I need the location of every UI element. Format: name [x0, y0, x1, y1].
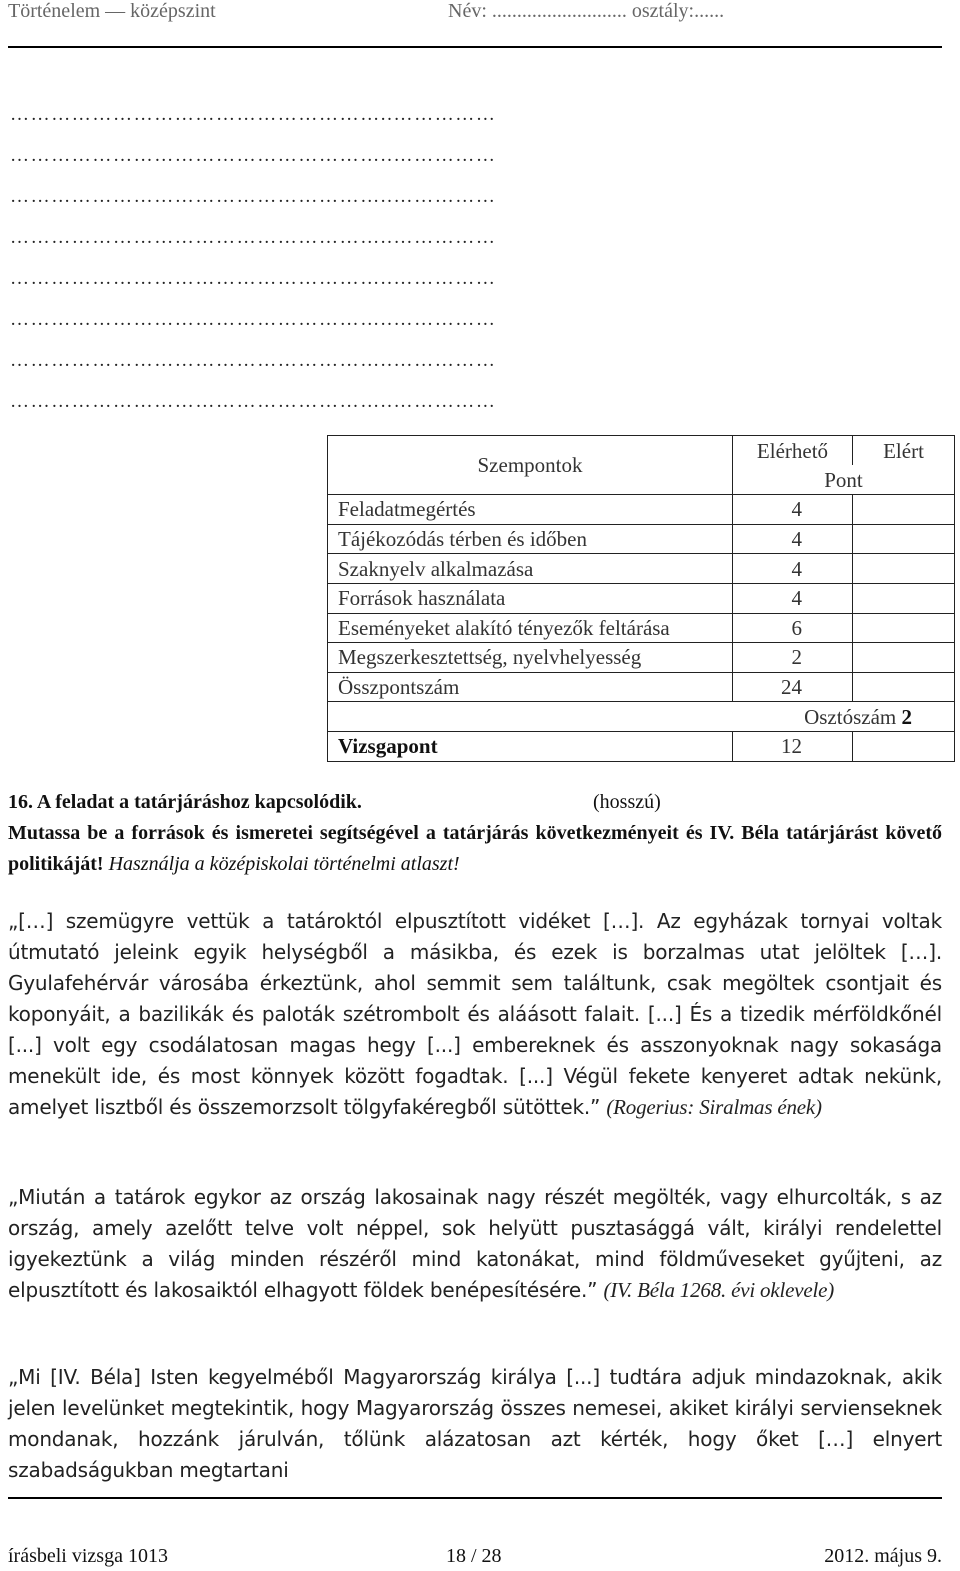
criterion-label: Eseményeket alakító tényezők feltárása — [328, 613, 733, 643]
criterion-score-cell[interactable] — [853, 554, 955, 584]
atlas-note: Használja a középiskolai történelmi atlaszt! — [108, 853, 460, 875]
answer-line[interactable]: ………………………………………………..…………… — [10, 268, 497, 289]
page-header — [8, 0, 942, 48]
subject-title: Történelem — középszint — [8, 0, 216, 22]
exam-points-label: Vizsgapont — [328, 731, 733, 761]
task-type: (hosszú) — [593, 791, 661, 813]
criterion-label: Tájékozódás térben és időben — [328, 524, 733, 554]
task-block — [8, 787, 942, 880]
criterion-score-cell[interactable] — [853, 643, 955, 673]
source-citation: (IV. Béla 1268. évi oklevele) — [603, 1278, 835, 1302]
answer-line[interactable]: ………………………………………………..…………… — [10, 350, 497, 371]
divisor-label: Osztószám — [804, 704, 897, 729]
max-header: Elérhető — [733, 436, 853, 466]
source-1 — [8, 906, 942, 1123]
total-label: Összpontszám — [328, 672, 733, 702]
divisor — [733, 702, 955, 732]
divisor-value: 2 — [901, 704, 912, 729]
task-title: 16. A feladat a tatárjáráshoz kapcsolódik. — [8, 791, 362, 813]
exam-points-max: 12 — [733, 731, 853, 761]
criterion-max: 4 — [733, 495, 853, 525]
criterion-label: Szaknyelv alkalmazása — [328, 554, 733, 584]
source-citation: (Rogerius: Siralmas ének) — [606, 1095, 822, 1119]
criterion-score-cell[interactable] — [853, 583, 955, 613]
page-number: 18 / 28 — [446, 1545, 502, 1567]
page-footer — [8, 1497, 942, 1571]
criterion-score-cell[interactable] — [853, 524, 955, 554]
criterion-max: 4 — [733, 583, 853, 613]
source-text: „[…] szemügyre vettük a tatároktól elpusztított vidéket […]. Az egyházak tornyai voltak útmutató jeleink egyik helységből a másikba, és ezek is borzalmas utat jelöltek […]. Gyulafehérvár városába érkeztünk, ahol semmit sem találtunk, csak megöltek csontjait és koponyáit, a bazilikák és paloták szétrombolt és aláásott falait. [...] És a tizedik mérföldkőnél [...] volt egy csodálatosan magas hegy [...] embereknek és asszonyoknak nagy sokasága menekült ide, és most könnyek között fogadtak. [...] Végül fekete kenyeret adtak nekünk, amelyet lisztből és összemorzsolt tölgyfakéregből sütöttek.” — [8, 909, 942, 1119]
criterion-label: Források használata — [328, 583, 733, 613]
criterion-max: 6 — [733, 613, 853, 643]
got-header: Elért — [853, 436, 955, 466]
answer-line[interactable]: ………………………………………………..…………… — [10, 186, 497, 207]
points-header: Pont — [733, 465, 955, 495]
exam-points-cell[interactable] — [853, 731, 955, 761]
total-max: 24 — [733, 672, 853, 702]
answer-line[interactable]: ………………………………………………..…………… — [10, 227, 497, 248]
source-3 — [8, 1362, 942, 1486]
answer-line[interactable]: ………………………………………………..…………… — [10, 104, 497, 125]
exam-date: 2012. május 9. — [824, 1545, 942, 1567]
answer-line[interactable]: ………………………………………………..…………… — [10, 145, 497, 166]
criterion-score-cell[interactable] — [853, 613, 955, 643]
criterion-score-cell[interactable] — [853, 495, 955, 525]
task-instruction — [8, 818, 942, 880]
source-text: „Mi [IV. Béla] Isten kegyelméből Magyarország királya [...] tudtára adjuk mindazoknak, akik jelen levelünket megtekintik, hogy Magyarország összes nemesei, akiket királyi servienseknek mondanak, hozzánk járulván, tőlünk alázatosan azt kérték, hogy őket […] elnyert szabadságukban megtartani — [8, 1365, 942, 1482]
task-instruction-text: Mutassa be a források és ismeretei segítségével a tatárjárás következményeit és IV. Béla tatárjárást követő politikáját! — [8, 822, 942, 875]
criterion-label: Feladatmegértés — [328, 495, 733, 525]
score-table — [327, 435, 955, 762]
source-2 — [8, 1182, 942, 1306]
name-class-field: Név: ........................... osztály:...... — [448, 0, 725, 22]
criterion-max: 4 — [733, 554, 853, 584]
source-text: „Miután a tatárok egykor az ország lakosainak nagy részét megölték, vagy elhurcolták, s az ország, amely azelőtt telve volt néppel, sok helyütt pusztasággá vált, királyi rendelettel igyekeztünk a világ minden részéről mind katonákat, mind földműveseket gyűjteni, az elpusztított és lakosaiktól elhagyott földek benépesítésére.” — [8, 1185, 942, 1302]
criteria-header: Szempontok — [328, 436, 733, 495]
answer-line[interactable]: ………………………………………………..…………… — [10, 309, 497, 330]
criterion-label: Megszerkesztettség, nyelvhelyesség — [328, 643, 733, 673]
answer-line[interactable]: ………………………………………………..…………… — [10, 391, 497, 412]
total-score-cell[interactable] — [853, 672, 955, 702]
criterion-max: 4 — [733, 524, 853, 554]
criterion-max: 2 — [733, 643, 853, 673]
exam-code: írásbeli vizsga 1013 — [8, 1545, 168, 1567]
